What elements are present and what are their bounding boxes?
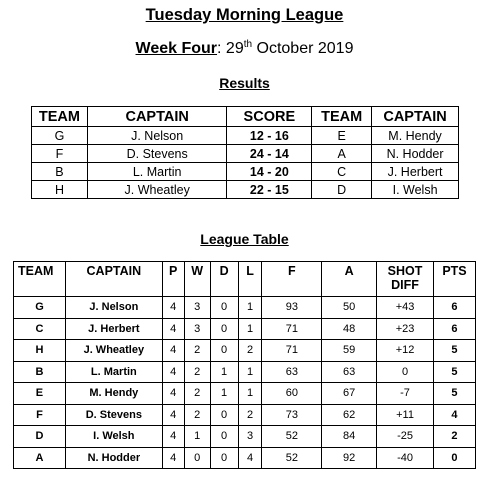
- league-against: 92: [322, 447, 377, 469]
- league-drawn: 1: [210, 361, 238, 383]
- league-captain: D. Stevens: [65, 404, 162, 426]
- league-drawn: 0: [210, 447, 238, 469]
- results-row: [32, 145, 459, 163]
- results-col-team: TEAM: [312, 107, 372, 127]
- results-row: [32, 181, 459, 199]
- league-played: 4: [162, 297, 184, 319]
- league-points: 2: [433, 426, 475, 448]
- league-row: [14, 426, 476, 448]
- league-lost: 3: [238, 426, 262, 448]
- league-col-against: A: [322, 262, 377, 297]
- result-team: F: [32, 145, 88, 163]
- result-team: A: [312, 145, 372, 163]
- result-captain: L. Martin: [87, 163, 227, 181]
- league-played: 4: [162, 383, 184, 405]
- page-title: Tuesday Morning League: [145, 6, 344, 24]
- league-captain: J. Nelson: [65, 297, 162, 319]
- league-for: 52: [262, 426, 322, 448]
- league-against: 67: [322, 383, 377, 405]
- result-team: D: [312, 181, 372, 199]
- league-shot-diff: +43: [377, 297, 434, 319]
- league-for: 73: [262, 404, 322, 426]
- league-won: 3: [184, 318, 210, 340]
- league-drawn: 0: [210, 340, 238, 362]
- result-captain: N. Hodder: [372, 145, 459, 163]
- league-played: 4: [162, 404, 184, 426]
- league-for: 93: [262, 297, 322, 319]
- results-col-captain: CAPTAIN: [87, 107, 227, 127]
- results-table: [31, 106, 459, 199]
- league-table: [13, 261, 476, 469]
- league-played: 4: [162, 318, 184, 340]
- result-captain: J. Herbert: [372, 163, 459, 181]
- results-col-captain: CAPTAIN: [372, 107, 459, 127]
- league-team: D: [14, 426, 66, 448]
- league-won: 0: [184, 447, 210, 469]
- league-for: 60: [262, 383, 322, 405]
- league-captain: J. Herbert: [65, 318, 162, 340]
- league-drawn: 0: [210, 426, 238, 448]
- league-row: [14, 404, 476, 426]
- results-col-team: TEAM: [32, 107, 88, 127]
- result-team: B: [32, 163, 88, 181]
- league-row: [14, 447, 476, 469]
- league-played: 4: [162, 340, 184, 362]
- league-drawn: 0: [210, 318, 238, 340]
- league-points: 5: [433, 340, 475, 362]
- result-score: 14 - 20: [227, 163, 312, 181]
- league-won: 3: [184, 297, 210, 319]
- result-captain: J. Wheatley: [87, 181, 227, 199]
- results-header-row: [32, 107, 459, 127]
- league-team: E: [14, 383, 66, 405]
- league-played: 4: [162, 361, 184, 383]
- league-captain: M. Hendy: [65, 383, 162, 405]
- league-lost: 1: [238, 383, 262, 405]
- league-against: 84: [322, 426, 377, 448]
- league-col-shot-diff: [377, 262, 434, 297]
- result-score: 12 - 16: [227, 127, 312, 145]
- league-for: 52: [262, 447, 322, 469]
- league-captain: N. Hodder: [65, 447, 162, 469]
- league-row: [14, 340, 476, 362]
- league-col-captain: CAPTAIN: [65, 262, 162, 297]
- league-drawn: 0: [210, 297, 238, 319]
- league-row: [14, 318, 476, 340]
- league-for: 71: [262, 340, 322, 362]
- league-played: 4: [162, 447, 184, 469]
- league-col-for: F: [262, 262, 322, 297]
- league-col-points: PTS: [433, 262, 475, 297]
- league-won: 2: [184, 404, 210, 426]
- league-shot-diff: +11: [377, 404, 434, 426]
- results-row: [32, 163, 459, 181]
- result-captain: J. Nelson: [87, 127, 227, 145]
- league-played: 4: [162, 426, 184, 448]
- league-drawn: 1: [210, 383, 238, 405]
- league-points: 0: [433, 447, 475, 469]
- league-row: [14, 297, 476, 319]
- league-against: 48: [322, 318, 377, 340]
- league-lost: 1: [238, 361, 262, 383]
- results-body: [32, 127, 459, 199]
- league-shot-diff: 0: [377, 361, 434, 383]
- week-label: Week Four: [135, 40, 218, 57]
- league-row: [14, 383, 476, 405]
- league-table-heading: League Table: [200, 231, 289, 247]
- results-col-score: SCORE: [227, 107, 312, 127]
- league-won: 2: [184, 361, 210, 383]
- league-shot-diff: -40: [377, 447, 434, 469]
- league-lost: 4: [238, 447, 262, 469]
- league-team: H: [14, 340, 66, 362]
- shot-diff-line2: DIFF: [391, 278, 419, 292]
- league-against: 59: [322, 340, 377, 362]
- league-team: G: [14, 297, 66, 319]
- week-date-line: [0, 40, 489, 58]
- league-header-row: [14, 262, 476, 297]
- league-points: 4: [433, 404, 475, 426]
- league-team: F: [14, 404, 66, 426]
- league-for: 63: [262, 361, 322, 383]
- league-against: 62: [322, 404, 377, 426]
- result-score: 24 - 14: [227, 145, 312, 163]
- league-shot-diff: +12: [377, 340, 434, 362]
- league-won: 2: [184, 383, 210, 405]
- result-captain: M. Hendy: [372, 127, 459, 145]
- league-shot-diff: -25: [377, 426, 434, 448]
- league-lost: 1: [238, 318, 262, 340]
- league-team: A: [14, 447, 66, 469]
- league-for: 71: [262, 318, 322, 340]
- result-team: E: [312, 127, 372, 145]
- league-won: 1: [184, 426, 210, 448]
- league-points: 6: [433, 297, 475, 319]
- league-drawn: 0: [210, 404, 238, 426]
- league-points: 6: [433, 318, 475, 340]
- result-score: 22 - 15: [227, 181, 312, 199]
- result-team: G: [32, 127, 88, 145]
- result-captain: D. Stevens: [87, 145, 227, 163]
- results-row: [32, 127, 459, 145]
- result-team: H: [32, 181, 88, 199]
- shot-diff-line1: SHOT: [387, 264, 423, 278]
- league-lost: 1: [238, 297, 262, 319]
- date-suffix: th: [243, 39, 253, 50]
- date-rest: October 2019: [252, 40, 354, 57]
- league-lost: 2: [238, 340, 262, 362]
- result-team: C: [312, 163, 372, 181]
- league-captain: I. Welsh: [65, 426, 162, 448]
- league-captain: L. Martin: [65, 361, 162, 383]
- league-shot-diff: +23: [377, 318, 434, 340]
- league-captain: J. Wheatley: [65, 340, 162, 362]
- league-col-won: W: [184, 262, 210, 297]
- league-col-played: P: [162, 262, 184, 297]
- league-against: 50: [322, 297, 377, 319]
- league-col-drawn: D: [210, 262, 238, 297]
- league-team: B: [14, 361, 66, 383]
- league-body: [14, 297, 476, 469]
- league-lost: 2: [238, 404, 262, 426]
- league-shot-diff: -7: [377, 383, 434, 405]
- league-won: 2: [184, 340, 210, 362]
- league-points: 5: [433, 383, 475, 405]
- result-captain: I. Welsh: [372, 181, 459, 199]
- league-col-team: TEAM: [14, 262, 66, 297]
- results-heading: Results: [219, 75, 270, 91]
- league-team: C: [14, 318, 66, 340]
- league-against: 63: [322, 361, 377, 383]
- league-row: [14, 361, 476, 383]
- date-separator: : 29: [217, 40, 244, 57]
- league-points: 5: [433, 361, 475, 383]
- league-col-lost: L: [238, 262, 262, 297]
